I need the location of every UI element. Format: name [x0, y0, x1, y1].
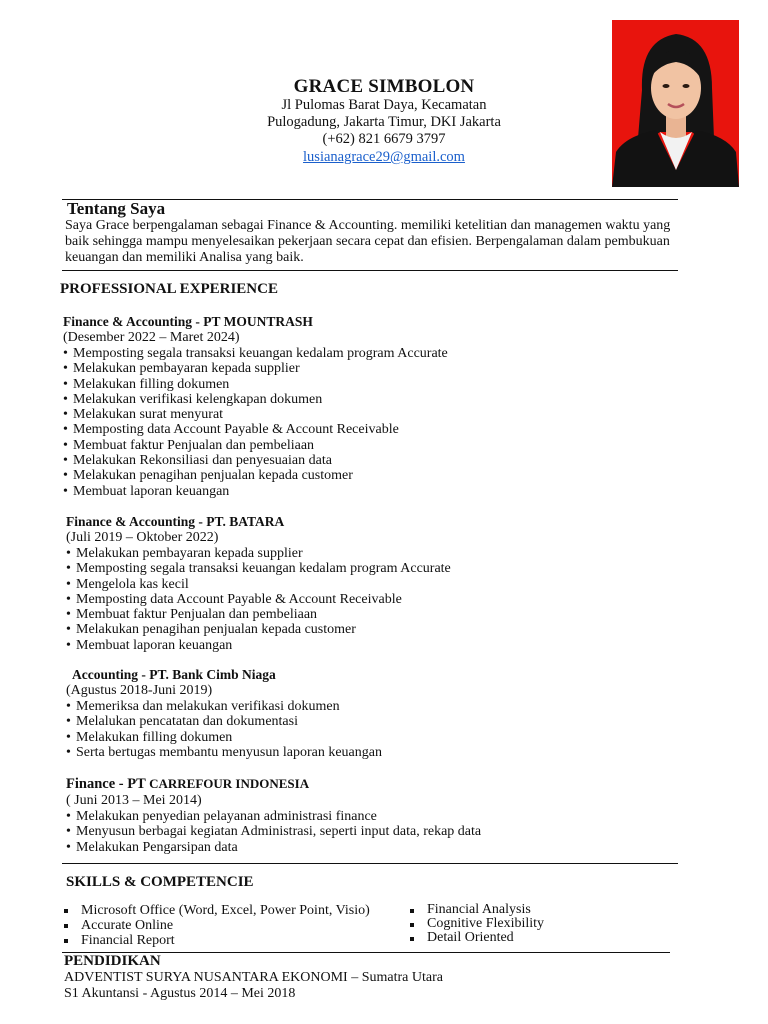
- phone-number: (+62) 821 6679 3797: [322, 131, 446, 147]
- list-item: • Memposting data Account Payable & Account Receivable: [63, 422, 448, 437]
- list-item: • Melakukan Rekonsiliasi dan penyesuaian data: [63, 453, 448, 468]
- skills-list-left: [61, 903, 370, 948]
- list-item: • Melakukan verifikasi kelengkapan dokumen: [63, 392, 448, 407]
- list-item: Financial Analysis: [407, 903, 544, 917]
- address-line-1: Jl Pulomas Barat Daya, Kecamatan: [281, 97, 487, 113]
- list-item: • Menyusun berbagai kegiatan Administrasi, seperti input data, rekap data: [66, 824, 481, 839]
- job-period: ( Juni 2013 – Mei 2014): [66, 793, 202, 808]
- about-text: Saya Grace berpengalaman sebagai Finance & Accounting. memiliki ketelitian dan managemen waktu yang baik sehingga mampu menyelesaikan pekerjaan secara cepat dan efisien. Berpengalaman dalam pembukuan keuangan dan memiliki Analisa yang baik.: [65, 218, 671, 265]
- job-period: (Desember 2022 – Maret 2024): [63, 330, 240, 345]
- experience-heading: PROFESSIONAL EXPERIENCE: [60, 281, 278, 297]
- list-item: Accurate Online: [61, 918, 370, 933]
- list-item: • Memposting data Account Payable & Account Receivable: [66, 592, 451, 607]
- profile-photo: [612, 20, 739, 187]
- job-title-company: CARREFOUR INDONESIA: [149, 776, 310, 791]
- job-entry: [63, 314, 448, 499]
- about-heading: Tentang Saya: [67, 199, 166, 218]
- education-school: ADVENTIST SURYA NUSANTARA EKONOMI – Sumatra Utara: [64, 970, 443, 985]
- portrait-illustration: [612, 20, 739, 187]
- list-item: • Membuat faktur Penjualan dan pembeliaan: [63, 438, 448, 453]
- job-title: [66, 776, 481, 793]
- list-item: • Melakukan filling dokumen: [63, 377, 448, 392]
- job-duties: [66, 699, 382, 760]
- job-duties: [66, 809, 481, 855]
- candidate-name: GRACE SIMBOLON: [293, 76, 475, 97]
- list-item: • Melakukan pembayaran kepada supplier: [66, 546, 451, 561]
- list-item: • Melakukan penyedian pelayanan administrasi finance: [66, 809, 481, 824]
- list-item: • Melakukan filling dokumen: [66, 730, 382, 745]
- list-item: Cognitive Flexibility: [407, 917, 544, 931]
- list-item: • Melakukan penagihan penjualan kepada customer: [66, 622, 451, 637]
- list-item: • Memposting segala transaksi keuangan kedalam program Accurate: [63, 346, 448, 361]
- list-item: • Membuat laporan keuangan: [66, 638, 451, 653]
- list-item: • Melakukan pembayaran kepada supplier: [63, 361, 448, 376]
- education-degree: S1 Akuntansi - Agustus 2014 – Mei 2018: [64, 986, 296, 1001]
- list-item: • Memposting segala transaksi keuangan kedalam program Accurate: [66, 561, 451, 576]
- skills-list-right: [407, 903, 544, 945]
- job-period: (Juli 2019 – Oktober 2022): [66, 530, 219, 545]
- list-item: • Serta bertugas membantu menyusun laporan keuangan: [66, 745, 382, 760]
- address-line-2: Pulogadung, Jakarta Timur, DKI Jakarta: [267, 114, 501, 130]
- list-item: • Melakukan surat menyurat: [63, 407, 448, 422]
- divider: [62, 270, 678, 271]
- skills-heading: SKILLS & COMPETENCIE: [66, 874, 254, 890]
- list-item: • Memeriksa dan melakukan verifikasi dokumen: [66, 699, 382, 714]
- job-duties: [63, 346, 448, 499]
- list-item: • Membuat laporan keuangan: [63, 484, 448, 499]
- job-entry: [66, 776, 481, 855]
- job-title: Finance & Accounting - PT. BATARA: [66, 514, 285, 529]
- job-duties: [66, 546, 451, 653]
- job-entry: [66, 514, 451, 653]
- list-item: • Mengelola kas kecil: [66, 577, 451, 592]
- education-heading: PENDIDIKAN: [64, 953, 161, 969]
- list-item: Financial Report: [61, 933, 370, 948]
- email-link[interactable]: lusianagrace29@gmail.com: [303, 149, 465, 165]
- job-entry: [66, 667, 382, 760]
- list-item: • Melakukan Pengarsipan data: [66, 840, 481, 855]
- list-item: • Membuat faktur Penjualan dan pembeliaan: [66, 607, 451, 622]
- list-item: • Melalukan pencatatan dan dokumentasi: [66, 714, 382, 729]
- job-period: (Agustus 2018-Juni 2019): [66, 683, 213, 698]
- job-title-prefix: Finance - PT: [66, 776, 150, 792]
- list-item: Detail Oriented: [407, 931, 544, 945]
- job-title: Accounting - PT. Bank Cimb Niaga: [72, 667, 276, 682]
- divider: [62, 863, 678, 864]
- list-item: • Melakukan penagihan penjualan kepada customer: [63, 468, 448, 483]
- job-title: Finance & Accounting - PT MOUNTRASH: [63, 314, 313, 329]
- list-item: Microsoft Office (Word, Excel, Power Point, Visio): [61, 903, 370, 918]
